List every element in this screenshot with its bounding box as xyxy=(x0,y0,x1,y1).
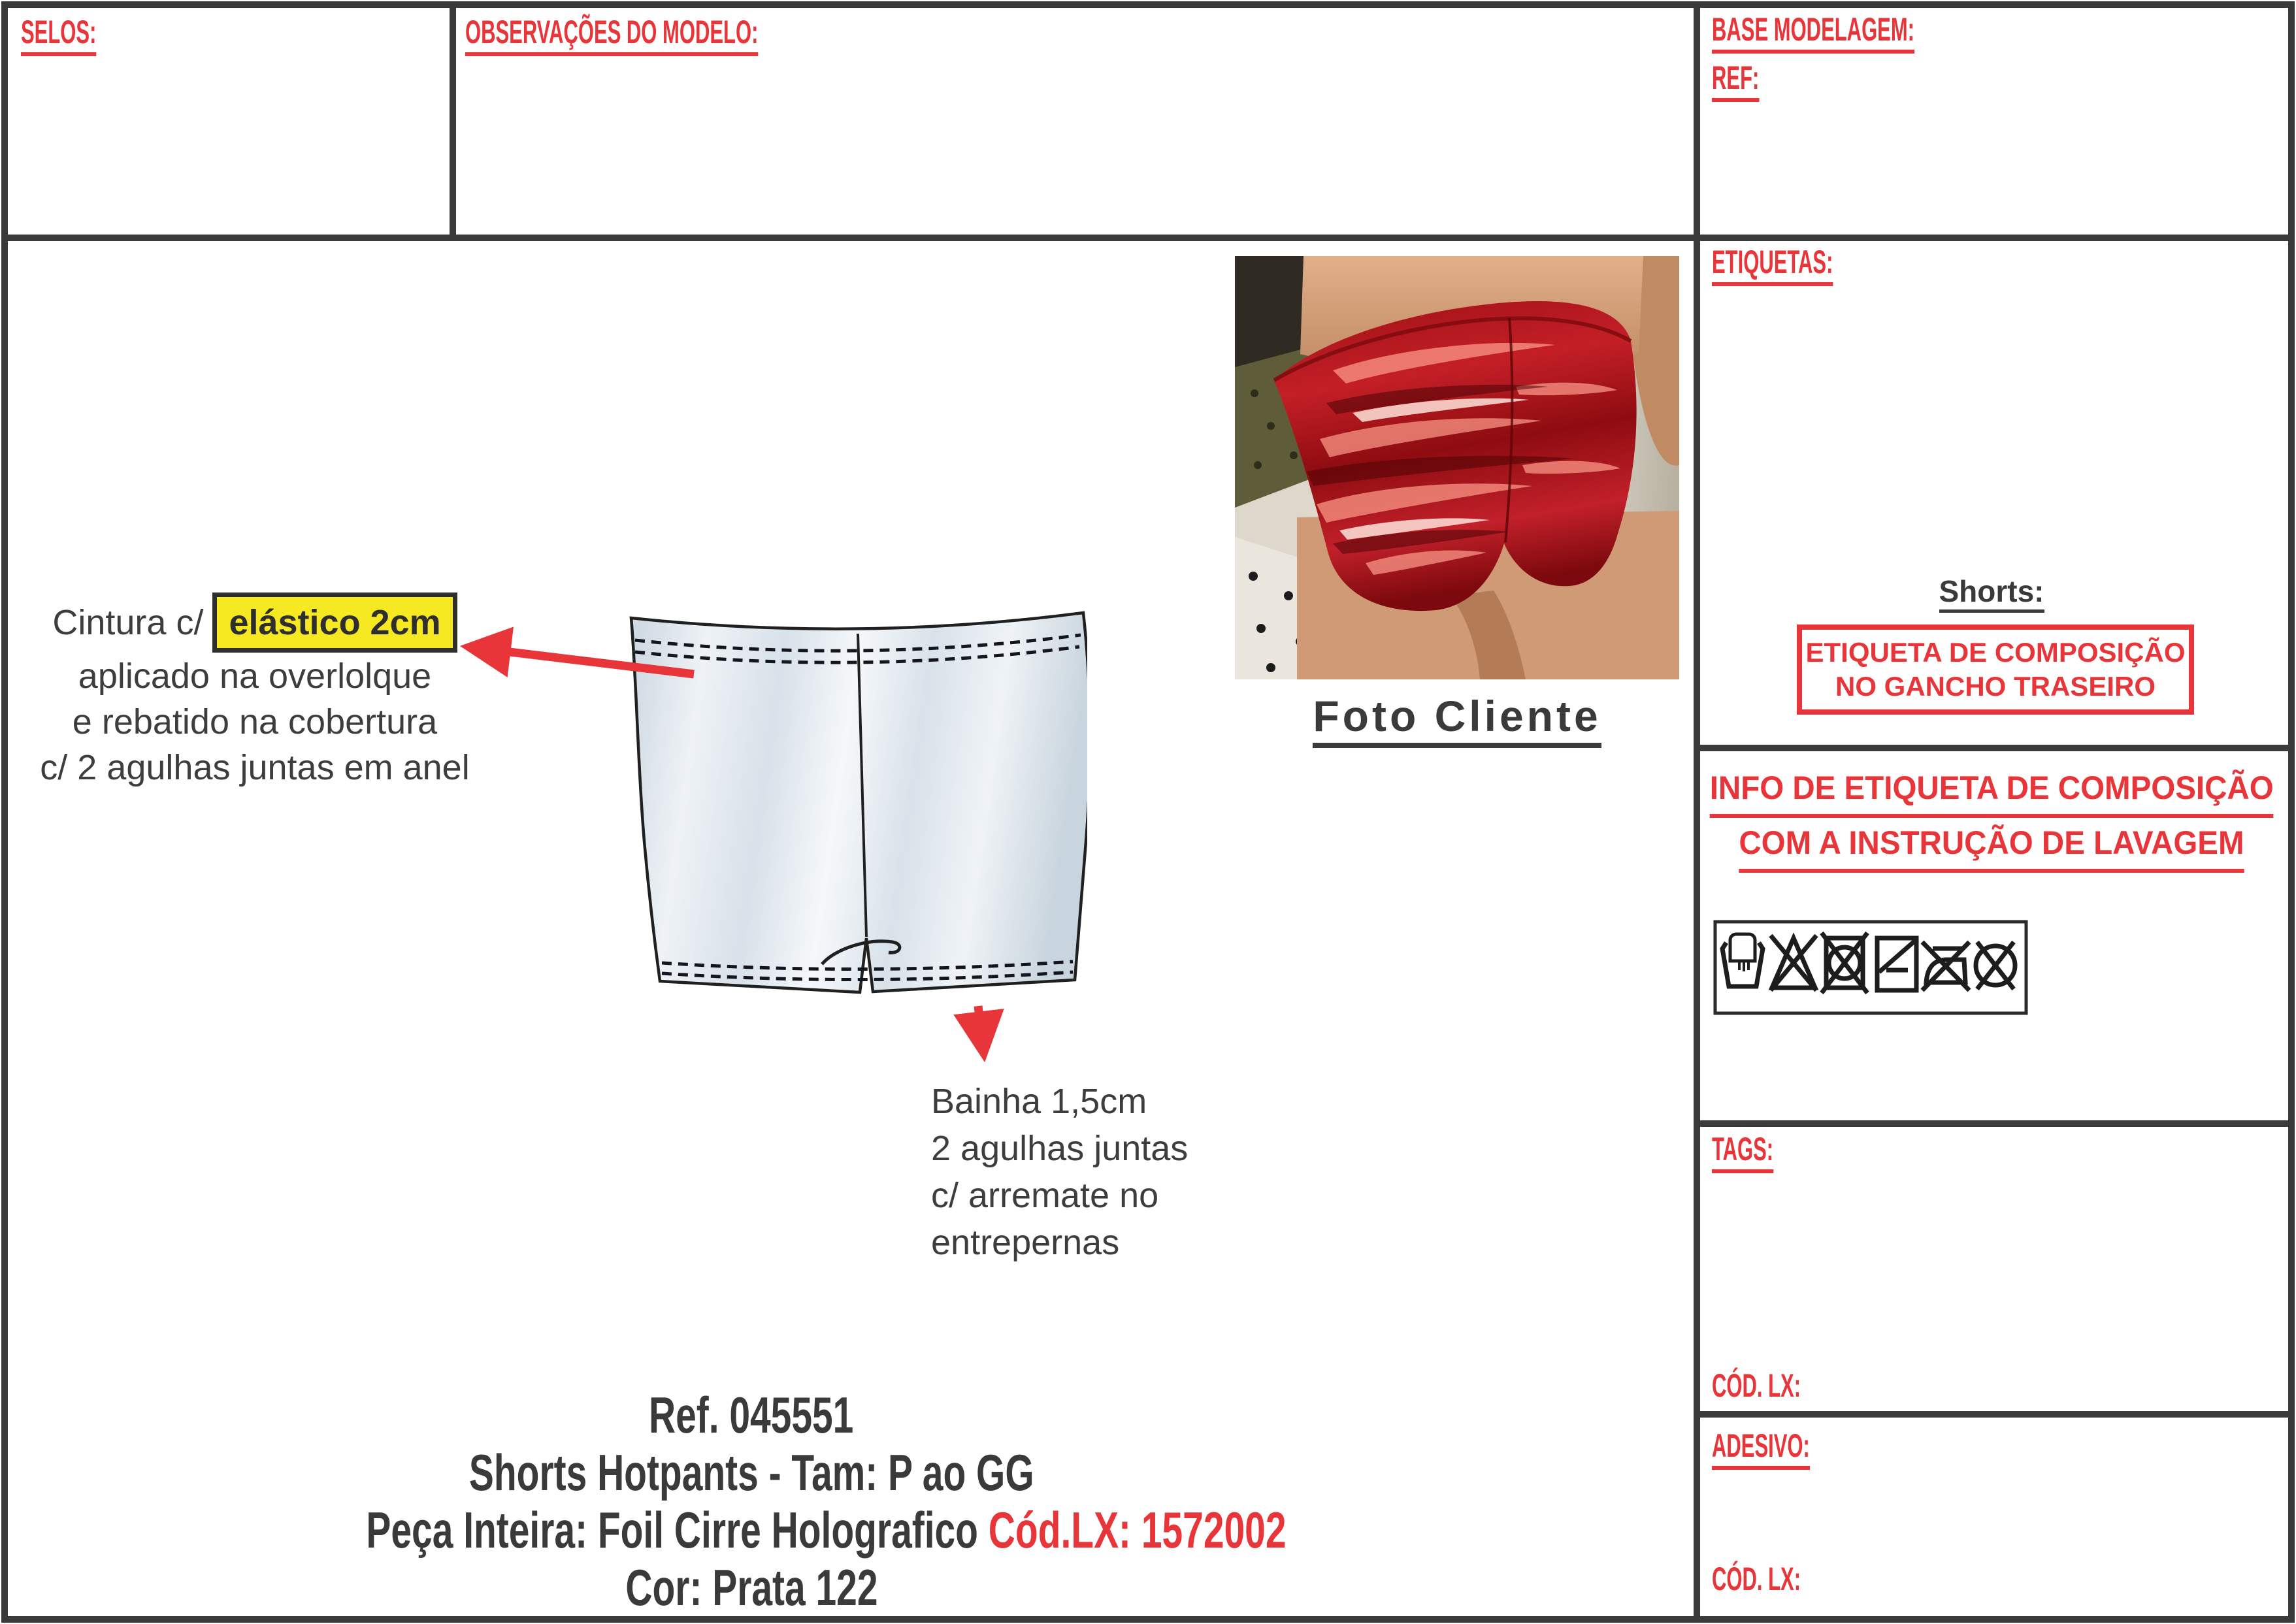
photo-caption: Foto Cliente xyxy=(1235,691,1679,741)
info-etiqueta-heading xyxy=(1694,763,2289,873)
waist-annotation-line3: e rebatido na cobertura xyxy=(72,702,438,741)
hem-annotation-line2: 2 agulhas juntas xyxy=(931,1129,1189,1168)
ref-label: REF: xyxy=(1712,59,1788,102)
hem-annotation xyxy=(931,1078,1188,1266)
etiquetas-label: ETIQUETAS: xyxy=(1712,243,1907,286)
base-modelagem-label: BASE MODELAGEM: xyxy=(1712,10,2039,54)
shorts-flat-sketch xyxy=(626,606,1087,1009)
composition-note-line1: ETIQUETA DE COMPOSIÇÃO xyxy=(1805,637,2186,668)
waist-annotation-line4: c/ 2 agulhas juntas em anel xyxy=(40,748,470,787)
selos-label: SELOS: xyxy=(21,13,142,56)
shorts-heading: Shorts: xyxy=(1694,574,2289,609)
hem-annotation-line4: entrepernas xyxy=(931,1223,1120,1262)
waist-annotation xyxy=(20,592,490,790)
composition-note-line2: NO GANCHO TRASEIRO xyxy=(1835,671,2156,702)
care-symbols-strip xyxy=(1713,920,2028,1015)
cod-lx-adesivo-label: CÓD. LX: xyxy=(1712,1561,1801,1597)
do-not-iron-icon xyxy=(1922,942,1969,990)
hem-annotation-line1: Bainha 1,5cm xyxy=(931,1082,1147,1121)
reference-block xyxy=(196,1386,1307,1616)
cod-lx-tags-label: CÓD. LX: xyxy=(1712,1367,1801,1404)
waist-annotation-line1 xyxy=(20,592,490,653)
info-etiqueta-line1: INFO DE ETIQUETA DE COMPOSIÇÃO xyxy=(1710,763,2274,818)
observacoes-label: OBSERVAÇÕES DO MODELO: xyxy=(465,13,938,56)
fabric-code: Cód.LX: 1572002 xyxy=(988,1501,1287,1559)
client-photo xyxy=(1235,256,1679,679)
waist-annotation-prefix: Cintura c/ xyxy=(52,603,204,642)
elastic-highlight-chip: elástico 2cm xyxy=(212,593,457,653)
adesivo-label: ADESIVO: xyxy=(1712,1427,1870,1470)
tags-label: TAGS: xyxy=(1712,1130,1811,1173)
hem-annotation-line3: c/ arremate no xyxy=(931,1176,1159,1215)
fabric-line xyxy=(196,1501,1307,1559)
model-size-line: Shorts Hotpants - Tam: P ao GG xyxy=(468,1444,1034,1501)
fabric-text: Peça Inteira: Foil Cirre Holografico xyxy=(366,1501,978,1559)
ref-line: Ref. 045551 xyxy=(649,1386,854,1444)
color-line: Cor: Prata 122 xyxy=(625,1559,878,1616)
composition-label-note xyxy=(1797,625,2194,715)
info-etiqueta-line2: COM A INSTRUÇÃO DE LAVAGEM xyxy=(1739,818,2244,873)
waist-annotation-line2: aplicado na overlolque xyxy=(78,657,432,696)
